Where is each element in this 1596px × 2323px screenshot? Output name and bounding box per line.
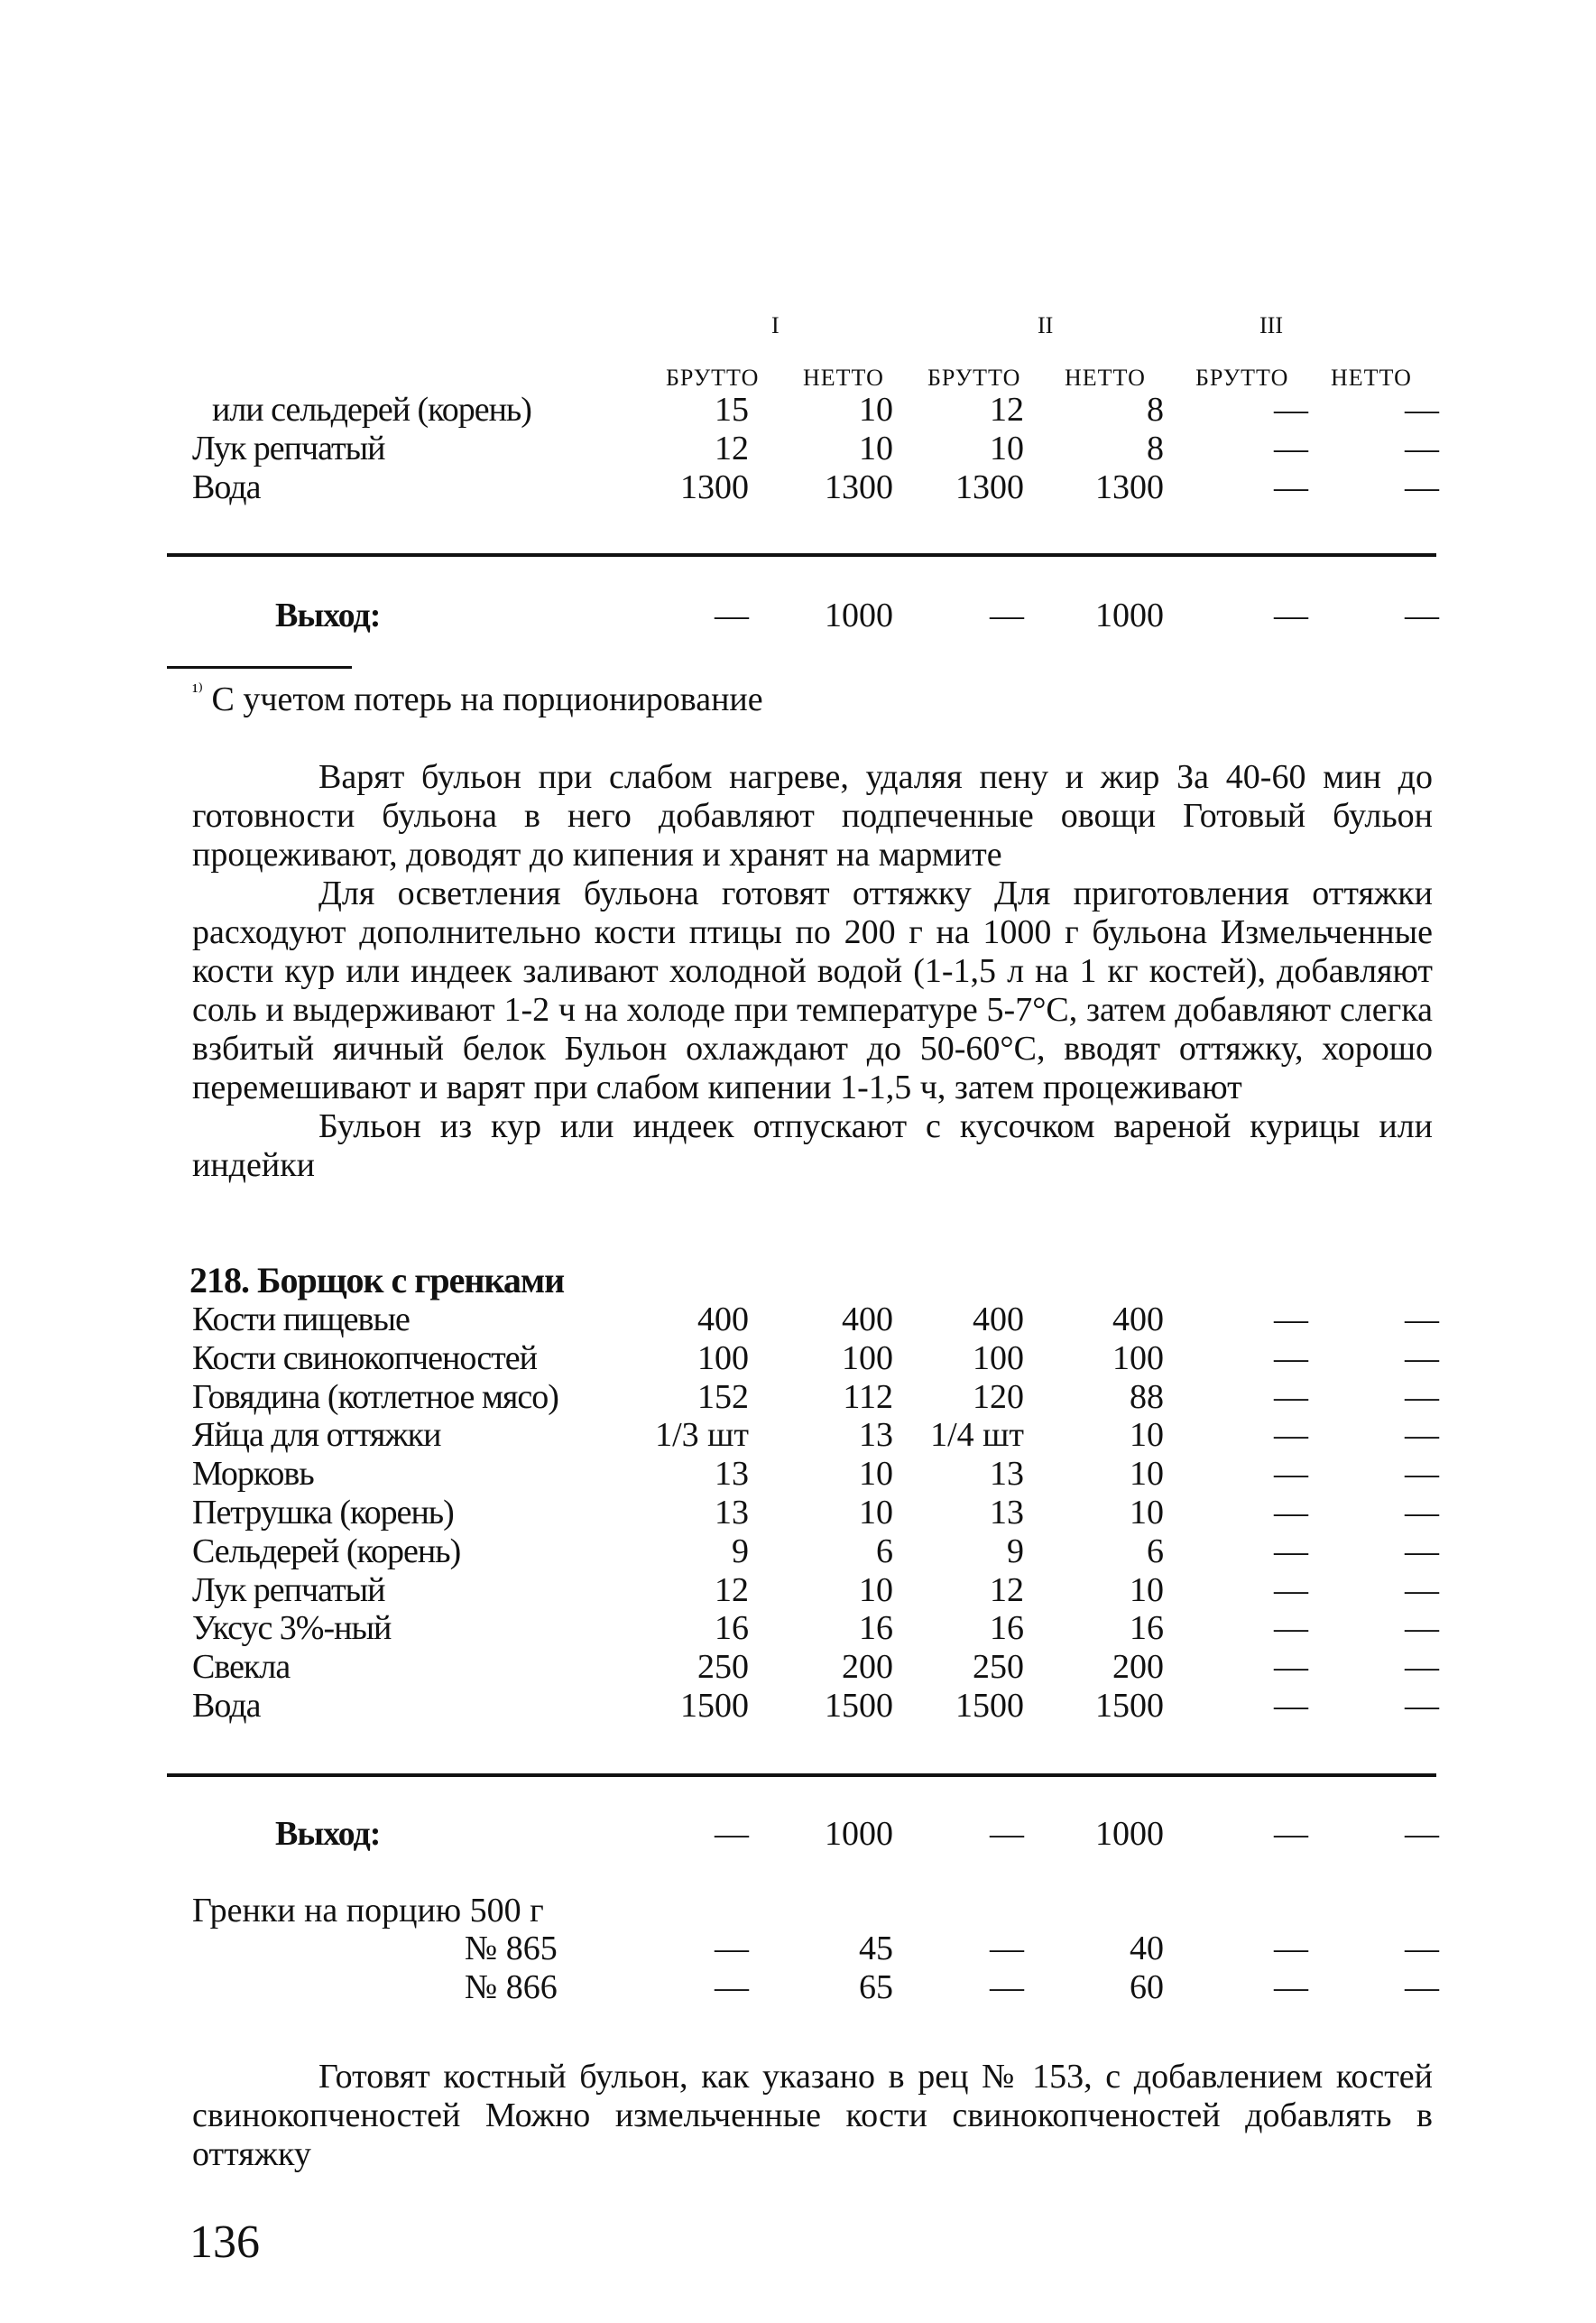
- recipe-title: 218. Борщок с гренками: [189, 1260, 565, 1300]
- ingredient-label: Лук репчатый: [192, 430, 385, 467]
- value-cell: —: [1405, 1571, 1439, 1609]
- value-cell: —: [1405, 468, 1439, 506]
- footnote-text: С учетом потерь на порционирование: [211, 680, 763, 718]
- value-cell: 400: [842, 1300, 893, 1338]
- ingredient-label: Петрушка (корень): [192, 1494, 454, 1532]
- value-cell: —: [1405, 1687, 1439, 1725]
- value-cell: —: [1274, 1609, 1308, 1647]
- value-cell: 1000: [825, 1815, 893, 1853]
- ingredient-label: Вода: [192, 468, 261, 506]
- value-cell: 10: [1130, 1494, 1164, 1532]
- value-cell: 1500: [1095, 1687, 1164, 1725]
- value-cell: —: [1405, 1416, 1439, 1454]
- value-cell: 9: [732, 1532, 749, 1570]
- value-cell: —: [1405, 1968, 1439, 2006]
- value-cell: 10: [859, 1494, 893, 1532]
- value-cell: 400: [1112, 1300, 1164, 1338]
- page-number: 136: [189, 2217, 260, 2268]
- group-header-1: I: [771, 312, 780, 338]
- value-cell: 100: [842, 1339, 893, 1377]
- ingredient-label: Сельдерей (корень): [192, 1532, 461, 1570]
- value-cell: 1500: [680, 1687, 749, 1725]
- value-cell: 1000: [1095, 1815, 1164, 1853]
- value-cell: —: [715, 1815, 749, 1853]
- value-cell: 250: [973, 1648, 1024, 1686]
- value-cell: 10: [859, 430, 893, 467]
- value-cell: —: [1405, 1300, 1439, 1338]
- paragraph: Готовят костный бульон, как указано в рец № 153, с добавлением костей свинокопченостей Можно измельченные кости свинокопченостей добавлять в оттяжку: [192, 2058, 1433, 2173]
- ingredient-label: Лук репчатый: [192, 1571, 385, 1609]
- value-cell: 13: [715, 1455, 749, 1493]
- value-cell: 6: [876, 1532, 893, 1570]
- value-cell: 1300: [955, 468, 1024, 506]
- value-cell: —: [1274, 1300, 1308, 1338]
- value-cell: —: [715, 597, 749, 634]
- value-cell: —: [1405, 1455, 1439, 1493]
- value-cell: —: [1274, 468, 1308, 506]
- value-cell: —: [1274, 1455, 1308, 1493]
- value-cell: —: [1405, 1532, 1439, 1570]
- body-text-2: [192, 2058, 1433, 2174]
- value-cell: 10: [1130, 1455, 1164, 1493]
- value-cell: 1300: [1095, 468, 1164, 506]
- value-cell: 152: [697, 1378, 749, 1416]
- value-cell: 400: [973, 1300, 1024, 1338]
- value-cell: 200: [1112, 1648, 1164, 1686]
- value-cell: —: [990, 1968, 1024, 2006]
- croutons-label: № 865: [465, 1930, 558, 1967]
- value-cell: —: [1274, 1687, 1308, 1725]
- value-cell: —: [1274, 1532, 1308, 1570]
- value-cell: 1300: [680, 468, 749, 506]
- value-cell: 16: [1130, 1609, 1164, 1647]
- col-header-netto-3: НЕТТО: [1331, 365, 1412, 391]
- ingredient-label: или сельдерей (корень): [212, 391, 531, 429]
- ingredient-label: Свекла: [192, 1648, 291, 1686]
- col-header-brutto-1: БРУТТО: [666, 365, 760, 391]
- value-cell: —: [1274, 597, 1308, 634]
- ingredient-label: Говядина (котлетное мясо): [192, 1378, 558, 1416]
- value-cell: —: [1405, 1339, 1439, 1377]
- value-cell: 15: [715, 391, 749, 429]
- value-cell: —: [1405, 1609, 1439, 1647]
- ingredient-label: Кости пищевые: [192, 1300, 410, 1338]
- value-cell: 12: [715, 430, 749, 467]
- value-cell: —: [990, 1930, 1024, 1967]
- value-cell: 10: [859, 391, 893, 429]
- value-cell: —: [715, 1968, 749, 2006]
- value-cell: 112: [843, 1378, 893, 1416]
- value-cell: 100: [1112, 1339, 1164, 1377]
- body-text-1: [192, 758, 1433, 1185]
- value-cell: —: [1274, 1815, 1308, 1853]
- ingredient-label: Кости свинокопченостей: [192, 1339, 537, 1377]
- col-header-netto-2: НЕТТО: [1065, 365, 1146, 391]
- value-cell: 250: [697, 1648, 749, 1686]
- value-cell: 12: [715, 1571, 749, 1609]
- value-cell: —: [1405, 1494, 1439, 1532]
- value-cell: 10: [1130, 1416, 1164, 1454]
- value-cell: —: [1405, 391, 1439, 429]
- ingredient-label: Морковь: [192, 1455, 314, 1493]
- value-cell: 1500: [825, 1687, 893, 1725]
- value-cell: 10: [1130, 1571, 1164, 1609]
- value-cell: —: [1274, 1339, 1308, 1377]
- value-cell: —: [990, 597, 1024, 634]
- recipe-divider: [167, 1773, 1436, 1777]
- yield-label: Выход:: [275, 597, 381, 634]
- value-cell: 1000: [1095, 597, 1164, 634]
- value-cell: 8: [1147, 430, 1164, 467]
- col-header-brutto-2: БРУТТО: [927, 365, 1021, 391]
- value-cell: —: [1274, 1494, 1308, 1532]
- group-header-2: II: [1038, 312, 1054, 338]
- value-cell: 1/4 шт: [930, 1416, 1024, 1454]
- value-cell: —: [1405, 1815, 1439, 1853]
- value-cell: 100: [697, 1339, 749, 1377]
- value-cell: —: [1274, 1648, 1308, 1686]
- col-header-brutto-3: БРУТТО: [1195, 365, 1289, 391]
- table1-divider: [167, 553, 1436, 557]
- value-cell: 16: [859, 1609, 893, 1647]
- value-cell: —: [990, 1815, 1024, 1853]
- value-cell: 13: [990, 1494, 1024, 1532]
- value-cell: 1500: [955, 1687, 1024, 1725]
- value-cell: 1/3 шт: [655, 1416, 749, 1454]
- value-cell: 12: [990, 391, 1024, 429]
- value-cell: 10: [859, 1571, 893, 1609]
- value-cell: 13: [859, 1416, 893, 1454]
- value-cell: —: [1405, 1648, 1439, 1686]
- ingredient-label: Уксус 3%-ный: [192, 1609, 392, 1647]
- paragraph: Бульон из кур или индеек отпускают с кусочком вареной курицы или индейки: [192, 1107, 1433, 1184]
- value-cell: 45: [859, 1930, 893, 1967]
- value-cell: —: [1405, 1378, 1439, 1416]
- value-cell: 40: [1130, 1930, 1164, 1967]
- value-cell: 8: [1147, 391, 1164, 429]
- value-cell: 10: [859, 1455, 893, 1493]
- value-cell: 16: [990, 1609, 1024, 1647]
- paragraph: Варят бульон при слабом нагреве, удаляя пену и жир За 40-60 мин до готовности бульона в него добавляют подпеченные овощи Готовый бульон процеживают, доводят до кипения и хранят на мармите: [192, 758, 1433, 874]
- croutons-title: Гренки на порцию 500 г: [192, 1892, 544, 1930]
- value-cell: 88: [1130, 1378, 1164, 1416]
- value-cell: 9: [1007, 1532, 1024, 1570]
- value-cell: 60: [1130, 1968, 1164, 2006]
- value-cell: —: [1274, 1416, 1308, 1454]
- value-cell: 6: [1147, 1532, 1164, 1570]
- value-cell: 65: [859, 1968, 893, 2006]
- value-cell: —: [1405, 430, 1439, 467]
- value-cell: —: [1405, 597, 1439, 634]
- value-cell: —: [1274, 430, 1308, 467]
- value-cell: 100: [973, 1339, 1024, 1377]
- ingredient-label: Вода: [192, 1687, 261, 1725]
- value-cell: —: [1274, 1930, 1308, 1967]
- value-cell: 1300: [825, 468, 893, 506]
- value-cell: —: [1274, 1571, 1308, 1609]
- group-header-3: III: [1259, 312, 1283, 338]
- footnote-mark: ¹⁾: [192, 680, 203, 702]
- value-cell: —: [1405, 1930, 1439, 1967]
- value-cell: 13: [715, 1494, 749, 1532]
- value-cell: —: [1274, 391, 1308, 429]
- footnote: [192, 680, 763, 719]
- value-cell: 200: [842, 1648, 893, 1686]
- croutons-label: № 866: [465, 1968, 558, 2006]
- value-cell: 400: [697, 1300, 749, 1338]
- value-cell: 120: [973, 1378, 1024, 1416]
- value-cell: 16: [715, 1609, 749, 1647]
- ingredient-label: Яйца для оттяжки: [192, 1416, 441, 1454]
- value-cell: 10: [990, 430, 1024, 467]
- value-cell: —: [1274, 1968, 1308, 2006]
- value-cell: 13: [990, 1455, 1024, 1493]
- value-cell: —: [715, 1930, 749, 1967]
- value-cell: —: [1274, 1378, 1308, 1416]
- col-header-netto-1: НЕТТО: [803, 365, 884, 391]
- value-cell: 12: [990, 1571, 1024, 1609]
- yield-label: Выход:: [275, 1815, 381, 1853]
- value-cell: 1000: [825, 597, 893, 634]
- footnote-rule: [167, 666, 352, 669]
- paragraph: Для осветления бульона готовят оттяжку Для приготовления оттяжки расходуют дополнительно кости птицы по 200 г на 1000 г бульона Измельченные кости кур или индеек заливают холодной водой (1-1,5 л на 1 кг костей), добавляют соль и выдерживают 1-2 ч на холоде при температуре 5-7°С, затем добавляют слегка взбитый яичный белок Бульон охлаждают до 50-60°С, вводят оттяжку, хорошо перемешивают и варят при слабом кипении 1-1,5 ч, затем процеживают: [192, 875, 1433, 1106]
